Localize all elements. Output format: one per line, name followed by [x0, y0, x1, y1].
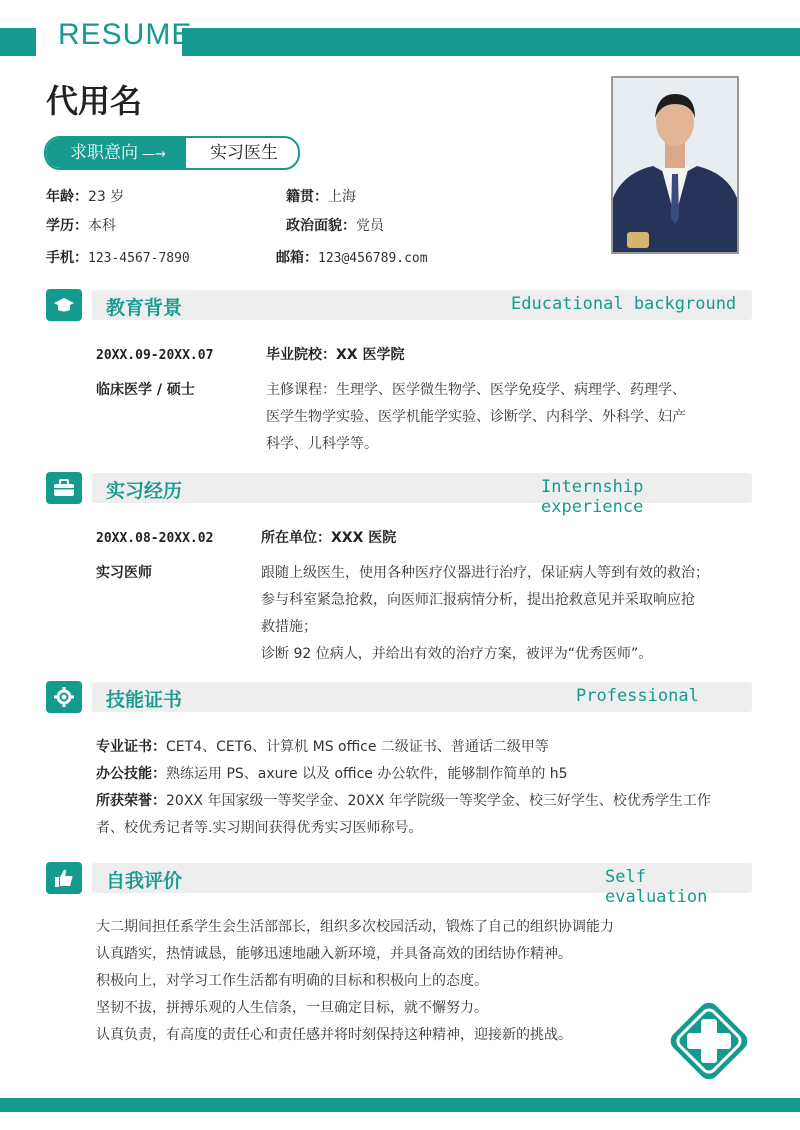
job-intent-value: 实习医生 — [210, 143, 278, 163]
edu-major: 临床医学 / 硕士 — [96, 382, 195, 398]
intern-duties: 跟随上级医生，使用各种医疗仪器进行治疗，保证病人等到有效的救治； 参与科室紧急抢救，向医师汇报病情分析，提出抢救意见并采取响应抢 救措施； 诊断 92 位病人，并给出有效的治疗方案，被评为“优秀医师”。 — [261, 565, 709, 662]
top-bar-left — [0, 28, 36, 56]
self-evaluation-text: 大二期间担任系学生会生活部部长，组织多次校园活动，锻炼了自己的组织协调能力 认真踏实，热情诚恳，能够迅速地融入新环境，并具备高效的团结协作精神。 积极向上，对学习工作生活都有明确的目标和积极向上的态度。 坚韧不拔，拼搏乐观的人生信条，一旦确定目标，就不懈努力。 认真负责，有高度的责任心和责任感并将时刻保持这种精神，迎接新的挑战。 — [96, 919, 614, 1043]
intern-unit: 所在单位：XXX 医院 — [261, 530, 397, 546]
section-internship-header — [46, 473, 752, 517]
edu-courses: 主修课程：生理学、医学微生物学、医学免疫学、病理学、药理学、 医学生物学实验、医学机能学实验、诊断学、内科学、外科学、妇产 科学、儿科学等。 — [266, 382, 686, 452]
section-self-header — [46, 863, 752, 907]
info-political: 政治面貌：党员 — [286, 218, 384, 234]
skill-cert: 专业证书：CET4、CET6、计算机 MS office 二级证书、普通话二级甲等 — [96, 739, 549, 755]
briefcase-icon — [46, 472, 82, 504]
skill-award: 所获荣誉：20XX 年国家级一等奖学金、20XX 年学院级一等奖学金、校三好学生、校优秀学生工作 — [96, 793, 711, 809]
edu-date: 20XX.09-20XX.07 — [96, 348, 214, 363]
graduation-cap-icon — [46, 289, 82, 321]
intern-role: 实习医师 — [96, 565, 152, 581]
info-phone: 手机：123-4567-7890 — [46, 250, 190, 266]
info-edu: 学历：本科 — [46, 218, 116, 234]
job-intent — [44, 136, 300, 170]
profile-photo — [611, 76, 739, 254]
person-photo-icon — [613, 78, 737, 252]
edu-school: 毕业院校：XX 医学院 — [266, 347, 405, 363]
skill-office: 办公技能：熟练运用 PS、axure 以及 office 办公软件，能够制作简单的 h5 — [96, 766, 568, 782]
candidate-name: 代用名 — [46, 82, 143, 120]
section-title-zh: 教育背景 — [106, 297, 183, 319]
section-title-en: Self evaluation — [605, 867, 708, 907]
bottom-bar — [0, 1098, 800, 1112]
gear-icon — [46, 681, 82, 713]
thumbs-up-icon — [46, 862, 82, 894]
resume-label: RESUME — [58, 18, 193, 51]
section-title-zh: 自我评价 — [106, 870, 183, 892]
section-title-en: Internship experience — [541, 477, 644, 517]
section-title-zh: 实习经历 — [106, 480, 183, 502]
intern-date: 20XX.08-20XX.02 — [96, 531, 214, 546]
section-education-header — [46, 290, 752, 320]
skill-award-cont: 者、校优秀记者等.实习期间获得优秀实习医师称号。 — [96, 820, 423, 836]
medical-cross-logo — [664, 996, 754, 1086]
section-title-zh: 技能证书 — [106, 689, 183, 711]
info-email: 邮箱：123@456789.com — [276, 250, 428, 266]
section-title-en: Educational background — [511, 294, 737, 314]
job-intent-label: 求职意向 —→ — [46, 138, 186, 168]
top-bar-right — [182, 28, 800, 56]
section-title-en: Professional — [576, 686, 699, 706]
info-age: 年龄：23 岁 — [46, 189, 125, 205]
info-native: 籍贯：上海 — [286, 189, 356, 205]
section-skills-header — [46, 682, 752, 712]
